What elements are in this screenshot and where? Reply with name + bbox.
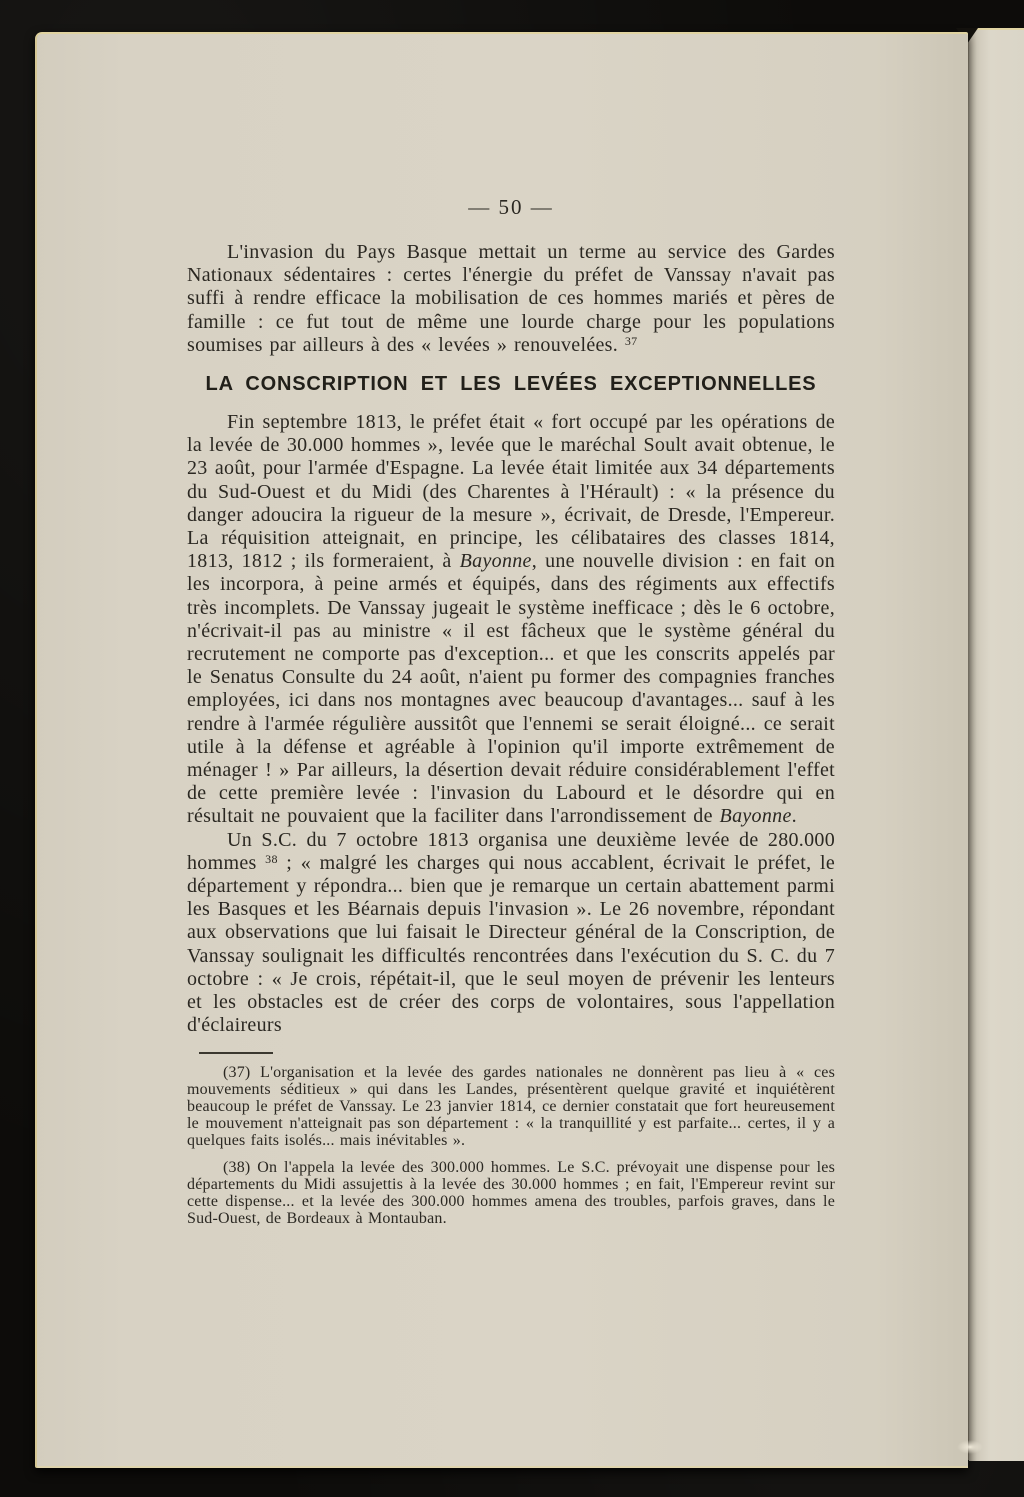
footnote-divider [199, 1052, 273, 1054]
text-column [187, 241, 835, 1237]
facing-page-edge [969, 28, 1024, 1461]
footnote-38: (38) On l'appela la levée des 300.000 hommes. Le S.C. prévoyait une dispense pour les départements du Midi assujettis à la levée des 30.000 hommes ; en fait, l'Empereur revint sur cette dispense... et la levée des 300.000 hommes amena des troubles, parfois graves, dans le Sud-Ouest, de Bordeaux à Montauban. [187, 1158, 835, 1227]
page-number: — 50 — [468, 195, 554, 219]
gutter-bottom-highlight [957, 1440, 983, 1454]
paragraph-conscription: Fin septembre 1813, le préfet était « fort occupé par les opérations de la levée de 30.000 hommes », levée que le maréchal Soult avait obtenue, le 23 août, pour l'armée d'Espagne. La levée était limitée aux 34 départements du Sud-Ouest et du Midi (des Charentes à l'Hérault) : « la présence du danger adoucira la rigueur de la mesure », écrivait, de Dresde, l'Empereur. La réquisition atteignait, en principe, les célibataires des classes 1814, 1813, 1812 ; ils formeraient, à Bayonne, une nouvelle division : en fait on les incorpora, à peine armés et équipés, dans des régiments aux effectifs très incomplets. De Vanssay jugeait le système inefficace ; dès le 6 octobre, n'écrivait-il pas au ministre « il est fâcheux que le système général du recrutement ne comporte pas d'exception... et que les conscrits appelés par le Senatus Consulte du 24 août, n'aient pu former des compagnies franches employées, ici dans nos montagnes avec beaucoup d'avantages... sauf à les rendre à l'armée régulière aussitôt que l'ennemi se serait éloigné... ce serait utile à la défense et agréable à l'opinion qu'il importe extrêmement de ménager ! » Par ailleurs, la désertion devait réduire considérablement l'effet de cette première levée : l'invasion du Labourd et le désordre qui en résultait ne pouvaient que la faciliter dans l'arrondissement de Bayonne. [187, 411, 835, 828]
footnote-37: (37) L'organisation et la levée des gardes nationales ne donnèrent pas lieu à « ces mouvements séditieux » qui dans les Landes, présentèrent quelque gravité et inquiétèrent beaucoup le préfet de Vanssay. Le 23 janvier 1814, ce dernier constatait que fort heureusement le mouvement n'atteignait pas son département : « la tranquillité y est parfaite... certes, il y a quelques faits isolés... mais inévitables ». [187, 1063, 835, 1149]
paragraph-second-levee: Un S.C. du 7 octobre 1813 organisa une deuxième levée de 280.000 hommes $^{38}$ ; « malgré les charges qui nous accablent, écrivait le préfet, le département y répondra... bien que je remarque un certain abattement parmi les Basques et les Béarnais depuis l'invasion ». Le 26 novembre, répondant aux observations que lui faisait le Directeur général de la Conscription, de Vanssay soulignait les difficultés rencontrées dans l'exécution du S. C. du 7 octobre : « Je crois, répétait-il, que le seul moyen de prévenir les lenteurs et les obstacles est de créer des corps de volontaires, sous l'appellation d'éclaireurs [187, 828, 835, 1037]
section-heading: LA CONSCRIPTION ET LES LEVÉES EXCEPTIONNELLES [205, 373, 817, 396]
intro-paragraph: L'invasion du Pays Basque mettait un terme au service des Gardes Nationaux sédentaires : certes l'énergie du préfet de Vanssay n'avait pas suffi à rendre efficace la mobilisation de ces hommes mariés et pères de famille : ce fut tout de même une lourde charge pour les populations soumises par ailleurs à des « levées » renouvelées. $^{37}$ [187, 241, 835, 356]
book-page [35, 32, 968, 1468]
